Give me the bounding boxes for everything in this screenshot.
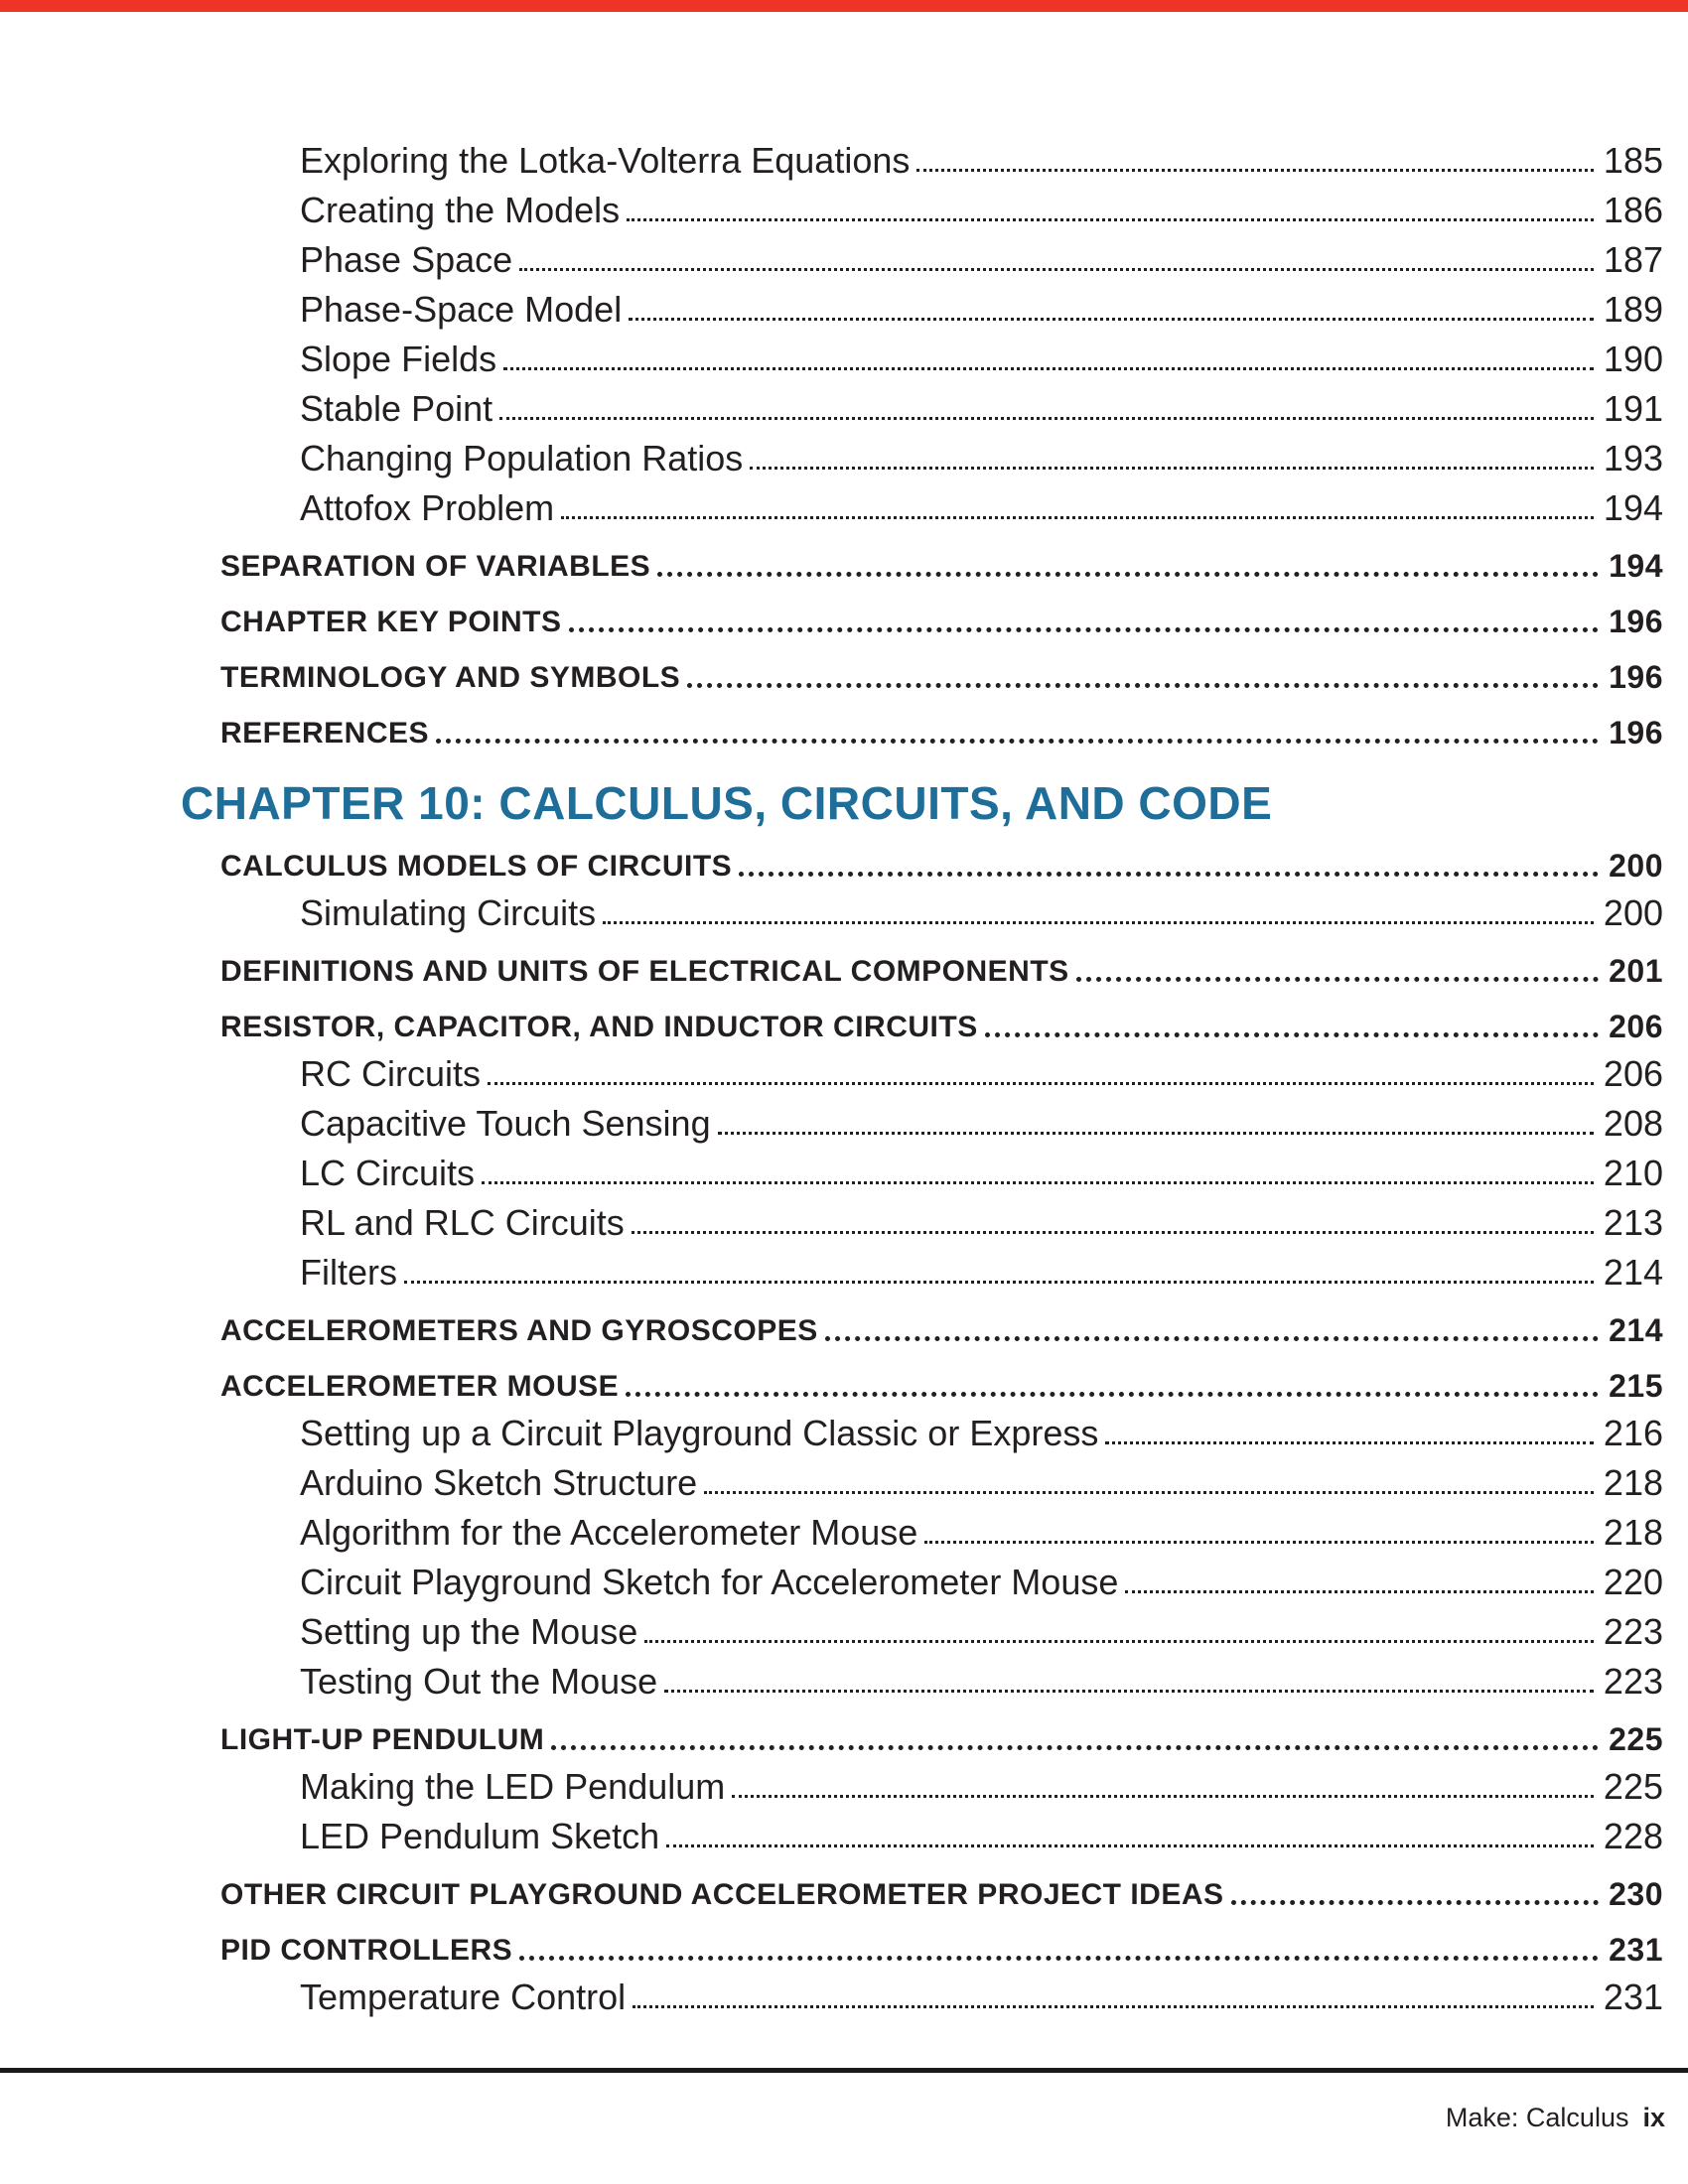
toc-page-number: 223	[1603, 1611, 1663, 1652]
toc-page-number: 215	[1609, 1368, 1663, 1404]
dotted-leader	[503, 367, 1594, 370]
toc-entry-label: Circuit Playground Sketch for Accelerometer Mouse	[300, 1562, 1119, 1602]
dotted-leader	[687, 683, 1599, 688]
toc-entry-label: CALCULUS MODELS OF CIRCUITS	[220, 850, 733, 883]
toc-entry-label: ACCELEROMETER MOUSE	[220, 1370, 620, 1403]
toc-page-number: 210	[1603, 1153, 1663, 1193]
toc-page-number: 231	[1609, 1932, 1663, 1968]
dotted-leader	[704, 1491, 1594, 1494]
toc-entry-label: Changing Population Ratios	[300, 438, 744, 478]
dotted-leader	[985, 1032, 1599, 1037]
toc-entry-label: CHAPTER KEY POINTS	[220, 606, 562, 638]
dotted-leader	[632, 1231, 1594, 1234]
toc-subsection-row	[0, 427, 1688, 477]
dotted-leader	[924, 1541, 1594, 1544]
toc-entry-label: RC Circuits	[300, 1053, 482, 1094]
toc-entry-label: SEPARATION OF VARIABLES	[220, 550, 651, 583]
toc-page-number: 190	[1603, 339, 1663, 379]
toc-page-number: 196	[1609, 715, 1663, 751]
toc-subsection-row	[0, 1501, 1688, 1551]
toc-entry-label: Setting up a Circuit Playground Classic or Express	[300, 1413, 1099, 1453]
dotted-leader	[488, 1082, 1594, 1085]
toc-section-row	[0, 1910, 1688, 1966]
dotted-leader	[666, 1844, 1594, 1847]
toc-section-row	[0, 526, 1688, 582]
toc-subsection-row	[0, 1805, 1688, 1854]
toc-page-number: 187	[1603, 239, 1663, 280]
toc-page-number: 214	[1603, 1252, 1663, 1293]
dotted-leader	[499, 417, 1594, 420]
toc-section-row	[0, 826, 1688, 882]
toc-entry-label: Phase Space	[300, 239, 513, 280]
toc-entry-label: Testing Out the Mouse	[300, 1661, 658, 1702]
toc-entry-label: Arduino Sketch Structure	[300, 1462, 698, 1503]
dotted-leader	[551, 1745, 1599, 1750]
toc-page-number: 201	[1609, 953, 1663, 989]
toc-entry-label: ACCELEROMETERS AND GYROSCOPES	[220, 1314, 818, 1347]
toc-entry-label: Creating the Models	[300, 190, 621, 230]
dotted-leader	[657, 572, 1599, 577]
toc-entry-label: LED Pendulum Sketch	[300, 1816, 660, 1856]
toc-section-row	[0, 637, 1688, 693]
page-footer	[1446, 2105, 1665, 2131]
toc-section-row	[0, 1291, 1688, 1346]
dotted-leader	[569, 627, 1600, 632]
dotted-leader	[1231, 1900, 1600, 1905]
toc-page-number: 196	[1609, 659, 1663, 695]
toc-subsection-row	[0, 278, 1688, 328]
toc-page-number: 206	[1609, 1009, 1663, 1044]
toc-entry-label: Attofox Problem	[300, 487, 555, 528]
toc-page-number: 196	[1609, 604, 1663, 639]
toc-section-chapter10-rows	[0, 826, 1688, 2015]
toc-entry-label: Temperature Control	[300, 1977, 627, 2017]
toc-entry-label: Setting up the Mouse	[300, 1611, 638, 1652]
toc-subsection-row	[0, 1191, 1688, 1241]
toc-subsection-row	[0, 1966, 1688, 2015]
toc-section-row	[0, 1854, 1688, 1910]
toc-page-number: 218	[1603, 1512, 1663, 1553]
dotted-leader	[436, 739, 1599, 744]
toc-entry-label: Exploring the Lotka-Volterra Equations	[300, 140, 911, 181]
dotted-leader	[825, 1336, 1599, 1341]
toc-subsection-row	[0, 1142, 1688, 1191]
toc-page-number: 225	[1609, 1721, 1663, 1757]
dotted-leader	[739, 872, 1599, 877]
toc-entry-label: Filters	[300, 1252, 397, 1293]
dotted-leader	[626, 1392, 1599, 1397]
chapter-heading: CHAPTER 10: CALCULUS, CIRCUITS, AND CODE	[181, 777, 1273, 829]
toc-page-number: 214	[1609, 1312, 1663, 1348]
toc-section-chapter9-rows	[0, 129, 1688, 749]
toc-entry-label: Stable Point	[300, 388, 493, 429]
toc-entry-label: LIGHT-UP PENDULUM	[220, 1723, 545, 1756]
toc-subsection-row	[0, 477, 1688, 526]
toc-page-number: 191	[1603, 388, 1663, 429]
toc-page-number: 189	[1603, 289, 1663, 330]
toc-page-number: 206	[1603, 1053, 1663, 1094]
toc-page-number: 200	[1609, 848, 1663, 884]
dotted-leader	[519, 1956, 1599, 1961]
footer-folio: ix	[1642, 2103, 1665, 2132]
toc-entry-label: Phase-Space Model	[300, 289, 623, 330]
toc-subsection-row	[0, 129, 1688, 179]
toc-entry-label: LC Circuits	[300, 1153, 476, 1193]
dotted-leader	[916, 169, 1594, 172]
dotted-leader	[732, 1795, 1594, 1798]
toc-entry-label: Slope Fields	[300, 339, 497, 379]
toc-subsection-row	[0, 1650, 1688, 1700]
footer-book-title: Make: Calculus	[1445, 2103, 1629, 2132]
dotted-leader	[629, 318, 1594, 321]
dotted-leader	[750, 467, 1594, 470]
dotted-leader	[633, 2005, 1594, 2008]
toc-page-number: 185	[1603, 140, 1663, 181]
toc-page-number: 194	[1603, 487, 1663, 528]
toc-page-number: 200	[1603, 892, 1663, 933]
toc-entry-label: Capacitive Touch Sensing	[300, 1103, 711, 1144]
toc-entry-label: RESISTOR, CAPACITOR, AND INDUCTOR CIRCUITS	[220, 1011, 978, 1043]
toc-section-row	[0, 1700, 1688, 1755]
dotted-leader	[718, 1132, 1594, 1135]
toc-subsection-row	[0, 1092, 1688, 1142]
dotted-leader	[404, 1281, 1594, 1284]
toc-page-number: 220	[1603, 1562, 1663, 1602]
toc-page-number: 228	[1603, 1816, 1663, 1856]
toc-section-row	[0, 931, 1688, 987]
toc-entry-label: Algorithm for the Accelerometer Mouse	[300, 1512, 918, 1553]
toc-subsection-row	[0, 1755, 1688, 1805]
toc-subsection-row	[0, 1600, 1688, 1650]
dotted-leader	[561, 516, 1594, 519]
toc-page-number: 223	[1603, 1661, 1663, 1702]
toc-page-number: 194	[1609, 548, 1663, 584]
toc-subsection-row	[0, 1241, 1688, 1291]
toc-section-row	[0, 582, 1688, 637]
toc-subsection-row	[0, 1451, 1688, 1501]
dotted-leader	[664, 1690, 1594, 1693]
toc-entry-label: PID CONTROLLERS	[220, 1934, 513, 1967]
toc-subsection-row	[0, 1042, 1688, 1092]
toc-page-number: 231	[1603, 1977, 1663, 2017]
toc-page-number: 230	[1609, 1876, 1663, 1912]
toc-page-number: 218	[1603, 1462, 1663, 1503]
dotted-leader	[1105, 1441, 1594, 1444]
toc-entry-label: DEFINITIONS AND UNITS OF ELECTRICAL COMPONENTS	[220, 955, 1069, 988]
toc-page-number: 208	[1603, 1103, 1663, 1144]
dotted-leader	[1125, 1590, 1594, 1593]
toc-subsection-row	[0, 179, 1688, 228]
dotted-leader	[519, 268, 1594, 271]
dotted-leader	[644, 1640, 1594, 1643]
toc-page-number: 193	[1603, 438, 1663, 478]
toc-subsection-row	[0, 1551, 1688, 1600]
toc-entry-label: REFERENCES	[220, 717, 430, 750]
toc-entry-label: RL and RLC Circuits	[300, 1202, 625, 1243]
toc-subsection-row	[0, 882, 1688, 931]
top-accent-bar	[0, 0, 1688, 12]
toc-page-number: 186	[1603, 190, 1663, 230]
toc-subsection-row	[0, 377, 1688, 427]
toc-section-row	[0, 987, 1688, 1042]
toc-section-row	[0, 1346, 1688, 1402]
toc-entry-label: Simulating Circuits	[300, 892, 597, 933]
toc-subsection-row	[0, 228, 1688, 278]
toc-section-row	[0, 693, 1688, 749]
toc-page-number: 213	[1603, 1202, 1663, 1243]
dotted-leader	[603, 921, 1594, 924]
toc-entry-label: TERMINOLOGY AND SYMBOLS	[220, 661, 681, 694]
toc-subsection-row	[0, 1402, 1688, 1451]
toc-entry-label: OTHER CIRCUIT PLAYGROUND ACCELEROMETER PROJECT IDEAS	[220, 1878, 1224, 1911]
dotted-leader	[627, 218, 1594, 221]
footer-rule	[0, 2068, 1688, 2073]
dotted-leader	[482, 1181, 1594, 1184]
toc-page-number: 225	[1603, 1766, 1663, 1807]
toc-subsection-row	[0, 328, 1688, 377]
dotted-leader	[1076, 977, 1599, 982]
toc-page-number: 216	[1603, 1413, 1663, 1453]
toc-entry-label: Making the LED Pendulum	[300, 1766, 726, 1807]
toc-content	[0, 129, 1688, 2015]
